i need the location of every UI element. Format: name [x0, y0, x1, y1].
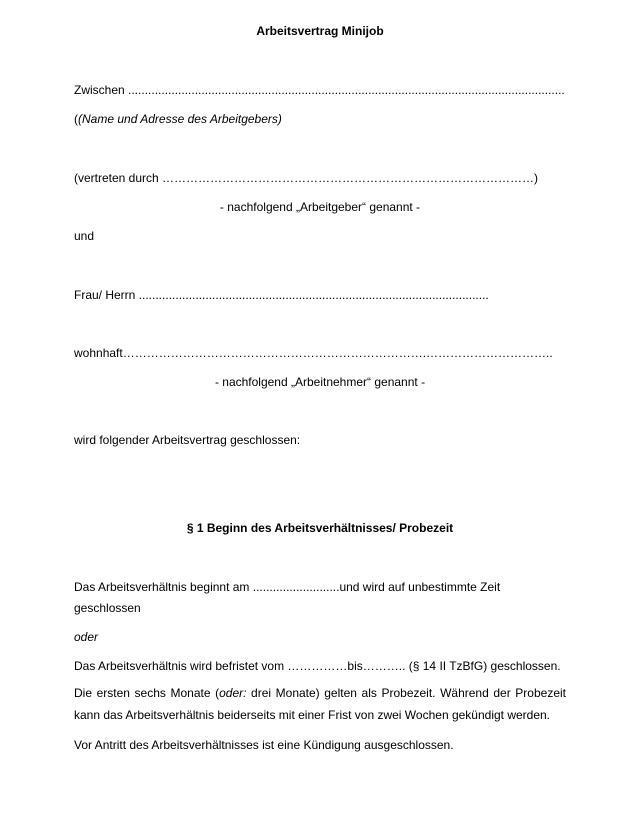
beginn-line-2: geschlossen — [74, 601, 141, 615]
kuendigung-line: Vor Antritt des Arbeitsverhältnisses ist eine Kündigung ausgeschlossen. — [74, 738, 454, 752]
vertrag-geschlossen-line: wird folgender Arbeitsvertrag geschlossen: — [74, 433, 301, 447]
section-1-heading: § 1 Beginn des Arbeitsverhältnisses/ Probezeit — [186, 521, 454, 535]
employer-name-address-note: ((Name und Adresse des Arbeitgebers) — [74, 112, 282, 126]
vertreten-durch-line: (vertreten durch …………………………………………………………………………………) — [74, 171, 539, 185]
employer-note-italic: (Name und Adresse des Arbeitgebers) — [78, 112, 282, 126]
oder-text: oder — [74, 630, 99, 644]
arbeitgeber-genannt: - nachfolgend „Arbeitgeber“ genannt - — [219, 200, 421, 214]
probezeit-text-start: Die ersten sechs Monate ( — [74, 686, 220, 700]
document-title: Arbeitsvertrag Minijob — [256, 24, 384, 38]
probezeit-paragraph — [74, 682, 566, 726]
befristet-line: Das Arbeitsverhältnis wird befristet vom ……………bis……….. (§ 14 II TzBfG) geschlossen. — [74, 659, 561, 673]
und-text: und — [74, 229, 95, 243]
beginn-line-1: Das Arbeitsverhältnis beginnt am ..........................und wird auf unbestimmte Zeit — [74, 580, 501, 594]
arbeitnehmer-genannt: - nachfolgend „Arbeitnehmer“ genannt - — [214, 375, 426, 389]
frau-herrn-line: Frau/ Herrn ......................................................................................................... — [74, 288, 489, 302]
probezeit-text-end: drei Monate) gelten als Probezeit. Während der Probezeit kann das Arbeitsverhältnis beiderseits mit einer Frist von zwei Wochen gekündigt werden. — [74, 686, 567, 722]
wohnhaft-line: wohnhaft………………………………………………………………….………………………….. — [74, 346, 553, 360]
probezeit-oder: oder: — [219, 686, 247, 700]
zwischen-line: Zwischen ................................................................................................................................... — [74, 83, 565, 97]
